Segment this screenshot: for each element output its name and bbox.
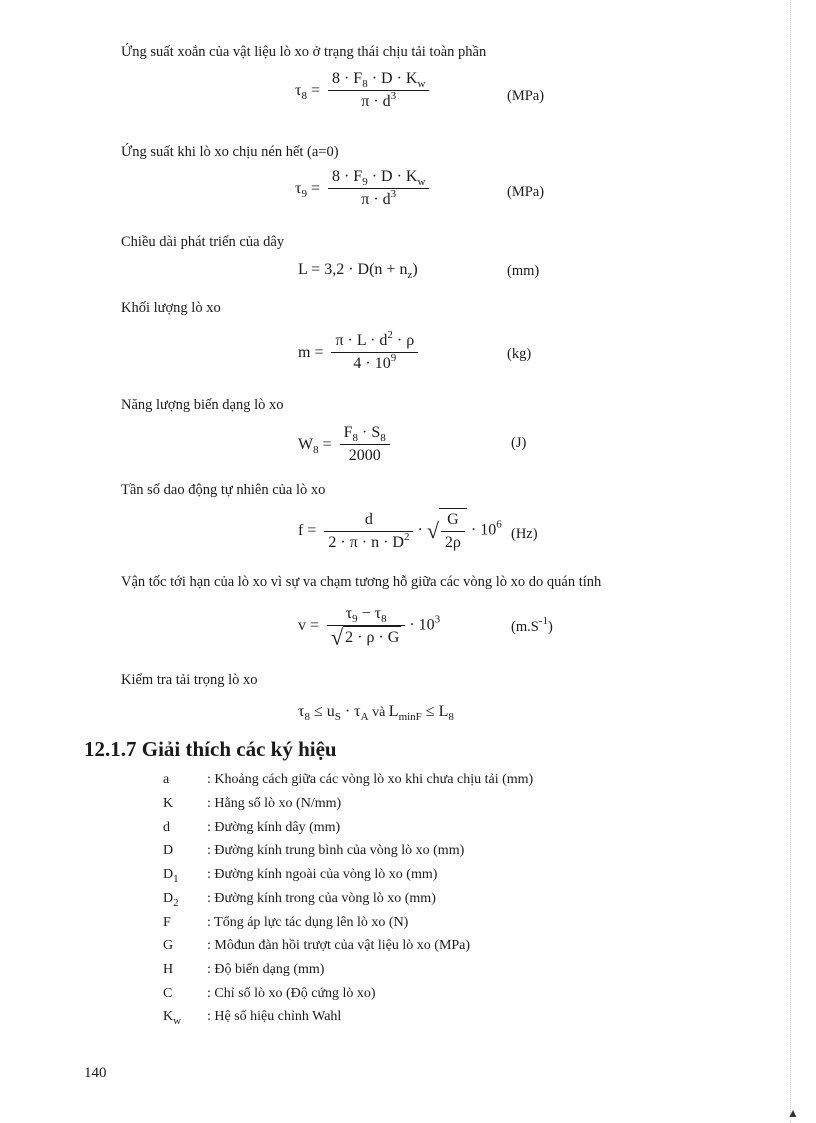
equation-frequency: f = $\frac{d}{2 \cdot \pi \cdot n \cdot D^2}$ · √ $\frac{G}{2\rho}$ · $10^6$ — [298, 508, 502, 554]
symbol-row: a : Khoảng cách giữa các vòng lò xo khi chưa chịu tải (mm) — [163, 772, 534, 787]
text-line: Tần số dao động tự nhiên của lò xo — [121, 482, 326, 498]
equation-load-check: $\tau_8 \le u_S \cdot \tau_A$ và $L_{minF} \le L_8$ — [298, 703, 454, 723]
equation-length: $L = 3,2 \cdot D(n + n_z)$ — [298, 261, 418, 281]
symbol-row: $K_w$ : Hệ số hiệu chỉnh Wahl — [163, 1009, 342, 1027]
text-line: Vận tốc tới hạn của lò xo vì sự va chạm tương hỗ giữa các vòng lò xo do quán tính — [121, 574, 602, 590]
unit-label: (mm) — [507, 263, 540, 279]
text-line: Chiều dài phát triển của dây — [121, 234, 285, 250]
unit-label: (J) — [511, 435, 527, 451]
text-line: Kiểm tra tải trọng lò xo — [121, 672, 258, 688]
equation-mass: m = $\frac{\pi \cdot L \cdot d^2 \cdot \rho}{4 \cdot 10^9}$ — [298, 330, 418, 375]
text-line: Năng lượng biến dạng lò xo — [121, 397, 284, 413]
symbol-row: K : Hằng số lò xo (N/mm) — [163, 796, 342, 811]
equation-tau8: $\tau_8$ = $\frac{8 \cdot F_8 \cdot D \cdot K_w}{\pi \cdot d^3}$ — [295, 68, 429, 113]
page-number: 140 — [84, 1065, 107, 1081]
scan-edge-line — [790, 0, 791, 1123]
symbol-row: H : Độ biến dạng (mm) — [163, 962, 325, 977]
unit-label: (kg) — [507, 346, 532, 362]
equation-velocity: v = $\frac{\tau_9 - \tau_8}{√ 2 \cdot \rho \cdot G}$ · $10^3$ — [298, 605, 441, 650]
unit-label: (MPa) — [507, 88, 545, 104]
symbol-row: $D_2$ : Đường kính trong của vòng lò xo (mm) — [163, 891, 436, 909]
symbol-row: d : Đường kính dây (mm) — [163, 820, 341, 835]
unit-label: $(m.S^{-1})$ — [511, 615, 553, 635]
scan-edge-mark: ▲ — [787, 1106, 799, 1120]
equation-energy: $W_8$ = $\frac{F_8 \cdot S_8}{2000}$ — [298, 422, 390, 467]
equation-tau9: $\tau_9$ = $\frac{8 \cdot F_9 \cdot D \cdot K_w}{\pi \cdot d^3}$ — [295, 166, 429, 211]
text-line: Ứng suất khi lò xo chịu nén hết (a=0) — [121, 144, 339, 160]
text-line: Khối lượng lò xo — [121, 300, 221, 316]
unit-label: (MPa) — [507, 184, 545, 200]
symbol-row: G : Môđun đàn hồi trượt của vật liệu lò xo (MPa) — [163, 938, 471, 953]
symbol-row: C : Chỉ số lò xo (Độ cứng lò xo) — [163, 986, 376, 1001]
unit-label: (Hz) — [511, 526, 538, 542]
symbol-row: D : Đường kính trung bình của vòng lò xo (mm) — [163, 843, 465, 858]
text-line: Ứng suất xoắn của vật liệu lò xo ở trạng thái chịu tải toàn phần — [121, 44, 487, 60]
symbol-row: $D_1$ : Đường kính ngoài của vòng lò xo (mm) — [163, 867, 438, 885]
symbol-row: F : Tổng áp lực tác dụng lên lò xo (N) — [163, 915, 409, 930]
section-heading: 12.1.7 Giải thích các ký hiệu — [84, 737, 337, 761]
